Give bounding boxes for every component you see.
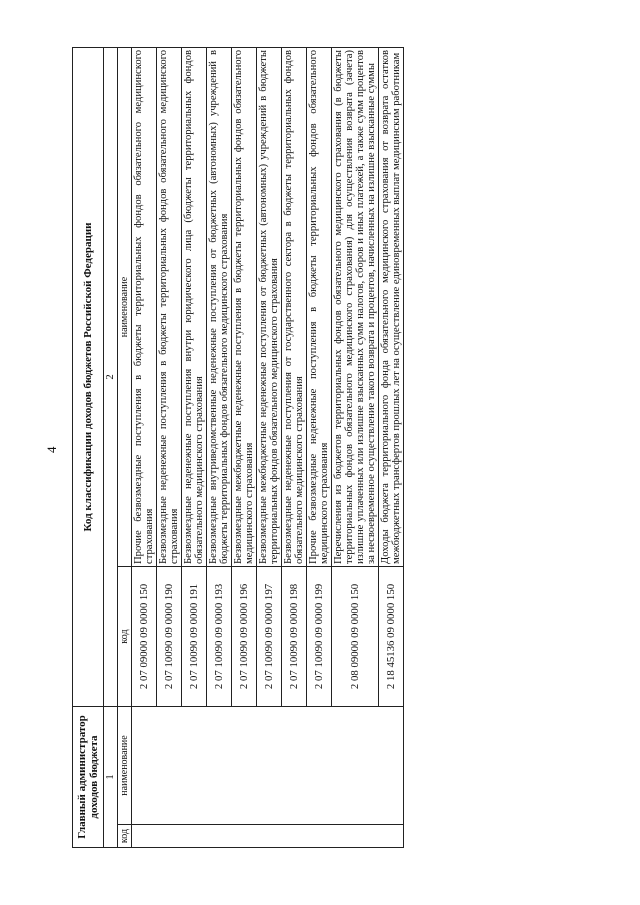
income-code-cell: 2 18 45136 09 0000 150 bbox=[379, 567, 404, 707]
budget-classification-table bbox=[72, 47, 404, 848]
income-name-cell: Безвозмездные внутриведомственные неденежные поступления от бюджетных (автономных) учреждений в бюджеты территориальных фондов обязательного медицинского страхования bbox=[207, 48, 232, 567]
header-row-numbers bbox=[104, 48, 118, 848]
income-name-cell: Безвозмездные неденежные поступления в бюджеты территориальных фондов обязательного медицинского страхования bbox=[157, 48, 182, 567]
admin-name-cell bbox=[132, 707, 404, 825]
admin-code-cell bbox=[132, 825, 404, 848]
table-row bbox=[132, 48, 157, 848]
admin-name-header: наименование bbox=[118, 707, 132, 825]
income-code-cell: 2 07 10090 09 0000 190 bbox=[157, 567, 182, 707]
income-code-cell: 2 08 09000 09 0000 150 bbox=[332, 567, 379, 707]
income-code-cell: 2 07 10090 09 0000 197 bbox=[257, 567, 282, 707]
income-code-cell: 2 07 10090 09 0000 191 bbox=[182, 567, 207, 707]
column-number-2: 2 bbox=[104, 48, 118, 707]
income-name-cell: Безвозмездные неденежные поступления внутри юридического лица (бюджеты территориальных фондов обязательного медицинского страхования bbox=[182, 48, 207, 567]
admin-header: Главный администратор доходов бюджета bbox=[73, 707, 104, 848]
income-code-cell: 2 07 10090 09 0000 198 bbox=[282, 567, 307, 707]
classification-header: Код классификации доходов бюджетов Российской Федерации bbox=[73, 48, 104, 707]
income-code-cell: 2 07 10090 09 0000 199 bbox=[307, 567, 332, 707]
income-name-cell: Перечисления из бюджетов территориальных фондов обязательного медицинского страхования (в бюджеты территориальных фондов обязательного медицинского страхования) для осуществления возврата (зачета) излишне уплаченных или излишне взысканных сумм налогов, сборов и иных платежей, а также сумм процентов за несвоевременное осуществление такого возврата и процентов, начисленных на излишне взысканные суммы bbox=[332, 48, 379, 567]
income-name-cell: Безвозмездные межбюджетные неденежные поступления от бюджетных (автономных) учреждений в бюджеты территориальных фондов обязательного медицинского страхования bbox=[257, 48, 282, 567]
income-code-cell: 2 07 09000 09 0000 150 bbox=[132, 567, 157, 707]
page-number: 4 bbox=[44, 446, 59, 453]
income-name-cell: Доходы бюджета территориального фонда обязательного медицинского страхования от возврата остатков межбюджетных трансфертов прошлых лет на осуществление единовременных выплат медицинским работникам bbox=[379, 48, 404, 567]
column-number-1: 1 bbox=[104, 707, 118, 848]
rotated-table-page bbox=[72, 48, 612, 848]
admin-code-header: код bbox=[118, 825, 132, 848]
income-name-cell: Прочие безвозмездные неденежные поступления в бюджеты территориальных фондов обязательного медицинского страхования bbox=[307, 48, 332, 567]
income-name-cell: Безвозмездные неденежные поступления от государственного сектора в бюджеты территориальных фондов обязательного медицинского страхования bbox=[282, 48, 307, 567]
income-code-cell: 2 07 10090 09 0000 196 bbox=[232, 567, 257, 707]
income-name-cell: Прочие безвозмездные поступления в бюджеты территориальных фондов обязательного медицинского страхования bbox=[132, 48, 157, 567]
table-body bbox=[132, 48, 404, 848]
name-header: наименование bbox=[118, 48, 132, 567]
income-code-cell: 2 07 10090 09 0000 193 bbox=[207, 567, 232, 707]
header-row-titles bbox=[73, 48, 104, 848]
code-header: код bbox=[118, 567, 132, 707]
header-row-labels bbox=[118, 48, 132, 848]
income-name-cell: Безвозмездные межбюджетные неденежные поступления в бюджеты территориальных фондов обязательного медицинского страхования bbox=[232, 48, 257, 567]
